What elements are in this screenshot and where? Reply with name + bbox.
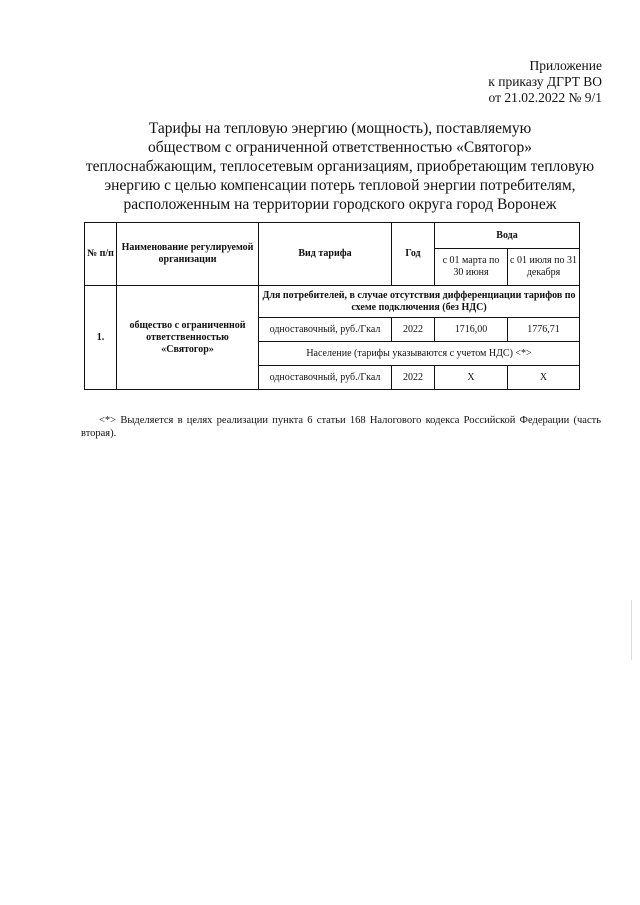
title-line-1: Тарифы на тепловую энергию (мощность), поставляемую bbox=[148, 120, 532, 137]
title-line-4: энергию с целью компенсации потерь тепловой энергии потребителям, bbox=[104, 177, 576, 194]
title-line-5: расположенным на территории городского округа город Воронеж bbox=[123, 196, 557, 213]
tariffs-table bbox=[84, 222, 580, 390]
value-cell-period-2: Х bbox=[508, 366, 580, 390]
value-cell-period-1: 1716,00 bbox=[435, 318, 508, 342]
header-period-1: с 01 марта по 30 июня bbox=[435, 249, 508, 286]
appendix-label: Приложение bbox=[529, 58, 602, 73]
footnote: <*> Выделяется в целях реализации пункта 6 статьи 168 Налогового кодекса Российской Федерации (часть вторая). bbox=[81, 415, 601, 439]
header-year: Год bbox=[392, 223, 435, 286]
header-tariff-type: Вид тарифа bbox=[259, 223, 392, 286]
row-organization: общество с ограниченной ответственностью «Святогор» bbox=[117, 286, 259, 390]
section-consumers: Для потребителей, в случае отсутствия дифференциации тарифов по схеме подключения (без НДС) bbox=[259, 286, 580, 318]
row-number: 1. bbox=[85, 286, 117, 390]
tariff-type-cell: одноставочный, руб./Гкал bbox=[259, 318, 392, 342]
tariff-type-cell: одноставочный, руб./Гкал bbox=[259, 366, 392, 390]
header-period-2: с 01 июля по 31 декабря bbox=[508, 249, 580, 286]
header-number: № п/п bbox=[85, 223, 117, 286]
header-water: Вода bbox=[435, 223, 580, 249]
appendix-date: от 21.02.2022 № 9/1 bbox=[488, 90, 602, 105]
appendix-reference bbox=[488, 58, 602, 106]
scan-artifact bbox=[631, 600, 632, 660]
document-title bbox=[70, 119, 610, 214]
appendix-order: к приказу ДГРТ ВО bbox=[488, 74, 602, 89]
title-line-2: обществом с ограниченной ответственностью «Святогор» bbox=[147, 139, 533, 156]
section-population: Население (тарифы указываются с учетом НДС) <*> bbox=[259, 342, 580, 366]
title-line-3: теплоснабжающим, теплосетевым организациям, приобретающим тепловую bbox=[85, 158, 595, 175]
value-cell-period-1: Х bbox=[435, 366, 508, 390]
value-cell-period-2: 1776,71 bbox=[508, 318, 580, 342]
year-cell: 2022 bbox=[392, 366, 435, 390]
year-cell: 2022 bbox=[392, 318, 435, 342]
header-organization: Наименование регулируемой организации bbox=[117, 223, 259, 286]
